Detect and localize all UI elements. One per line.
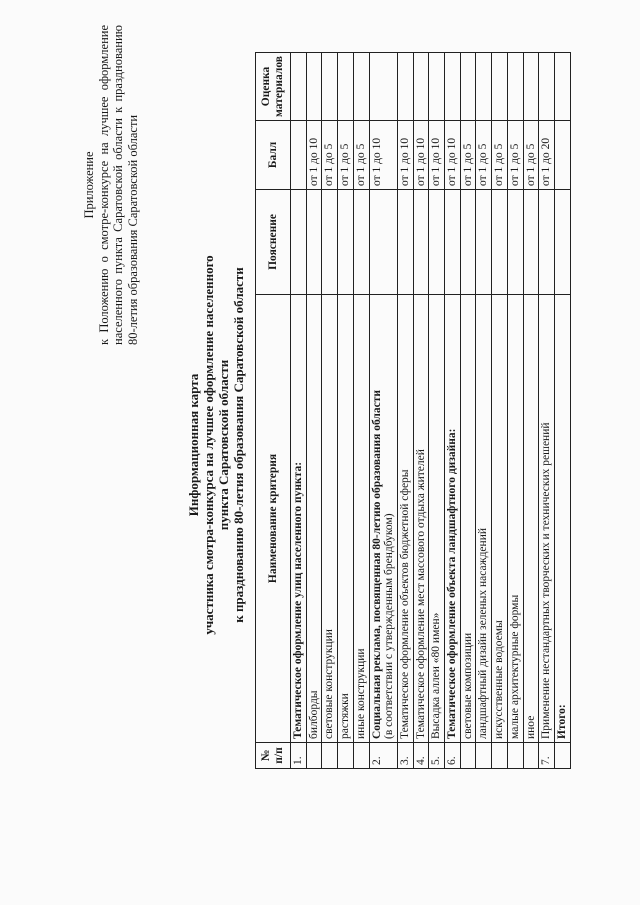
row-name-text: Тематическое оформление мест массового отдыха жителей — [414, 449, 427, 739]
row-name — [445, 294, 461, 742]
row-name-text: иные конструкции — [354, 648, 367, 739]
row-score: от 1 до 5 — [507, 120, 523, 189]
header-score: Балл — [256, 120, 291, 189]
table-row — [523, 53, 539, 769]
row-name-text: световые композиции — [461, 632, 474, 739]
row-name — [429, 294, 445, 742]
row-rating — [413, 53, 429, 121]
header-num: № п/п — [256, 743, 291, 769]
row-num: 2. — [369, 743, 397, 769]
row-num — [338, 743, 354, 769]
row-rating — [554, 53, 570, 121]
document-heading — [186, 235, 246, 655]
table-row — [476, 53, 492, 769]
row-score — [554, 120, 570, 189]
row-name — [476, 294, 492, 742]
row-note — [413, 189, 429, 294]
row-score: от 1 до 5 — [322, 120, 338, 189]
row-num: 6. — [445, 743, 461, 769]
row-score: от 1 до 5 — [523, 120, 539, 189]
row-name — [523, 294, 539, 742]
row-rating — [507, 53, 523, 121]
table-row — [554, 53, 570, 769]
row-name — [554, 294, 570, 742]
row-num: 1. — [291, 743, 307, 769]
row-note — [306, 189, 322, 294]
row-num — [460, 743, 476, 769]
row-name-text: Социальная реклама, посвященная 80-летию образования области — [370, 389, 383, 739]
row-num — [476, 743, 492, 769]
row-num — [492, 743, 508, 769]
row-name-text: Итого: — [555, 704, 568, 739]
table-header-row — [256, 53, 291, 769]
row-name-text: искусственные водоемы — [493, 620, 506, 739]
row-name — [322, 294, 338, 742]
appendix-line-1: к Положению о смотре-конкурсе на лучшее оформление — [96, 25, 111, 345]
row-note — [369, 189, 397, 294]
row-name-text: растяжки — [339, 693, 352, 739]
row-name — [460, 294, 476, 742]
header-note: Пояснение — [256, 189, 291, 294]
row-note — [554, 189, 570, 294]
row-num: 5. — [429, 743, 445, 769]
row-name-text: Тематическое оформление улиц населенного пункта: — [292, 461, 304, 739]
row-name — [397, 294, 413, 742]
row-rating — [429, 53, 445, 121]
row-num: 3. — [397, 743, 413, 769]
row-rating — [338, 53, 354, 121]
row-score: от 1 до 5 — [338, 120, 354, 189]
table-row — [369, 53, 397, 769]
row-score: от 1 до 10 — [445, 120, 461, 189]
row-name-text: Высадка аллеи «80 имен» — [430, 612, 443, 739]
appendix-title: Приложение — [82, 151, 96, 219]
row-num — [554, 743, 570, 769]
row-rating — [369, 53, 397, 121]
row-score: от 1 до 5 — [476, 120, 492, 189]
row-rating — [539, 53, 555, 121]
table-row — [291, 53, 307, 769]
row-name — [369, 294, 397, 742]
row-score: от 1 до 20 — [539, 120, 555, 189]
row-num: 4. — [413, 743, 429, 769]
row-name-text: малые архитектурные формы — [508, 594, 521, 739]
row-note — [322, 189, 338, 294]
table-row — [322, 53, 338, 769]
table-row — [353, 53, 369, 769]
row-name-note: (в соответствии с утвержденным брендбуком) — [383, 513, 396, 739]
row-num: 7. — [539, 743, 555, 769]
row-num — [306, 743, 322, 769]
row-name-text: Тематическое оформление объекта ландшафтного дизайна: — [446, 428, 459, 739]
table-row — [429, 53, 445, 769]
table-row — [492, 53, 508, 769]
row-note — [507, 189, 523, 294]
heading-line-2: участника смотра-конкурса на лучшее оформление населенного пункта Саратовской области — [201, 255, 231, 635]
appendix-line-3: 80-летия образования Саратовской области — [125, 114, 140, 345]
table-row — [338, 53, 354, 769]
row-rating — [445, 53, 461, 121]
row-note — [445, 189, 461, 294]
row-name — [507, 294, 523, 742]
row-name — [353, 294, 369, 742]
table-row — [306, 53, 322, 769]
row-note — [523, 189, 539, 294]
row-note — [338, 189, 354, 294]
row-rating — [322, 53, 338, 121]
row-note — [476, 189, 492, 294]
header-name: Наименование критерия — [256, 294, 291, 742]
row-name — [338, 294, 354, 742]
row-score: от 1 до 10 — [397, 120, 413, 189]
table-row — [460, 53, 476, 769]
row-score: от 1 до 10 — [429, 120, 445, 189]
row-name-text: билборды — [307, 690, 320, 739]
row-rating — [397, 53, 413, 121]
row-note — [353, 189, 369, 294]
row-score: от 1 до 10 — [413, 120, 429, 189]
row-num — [523, 743, 539, 769]
appendix-line-2: населенного пункта Саратовской области к празднованию — [111, 25, 125, 345]
table-row — [507, 53, 523, 769]
row-name — [413, 294, 429, 742]
table-row — [445, 53, 461, 769]
row-name — [291, 294, 307, 742]
row-name — [492, 294, 508, 742]
row-note — [460, 189, 476, 294]
row-score: от 1 до 10 — [369, 120, 397, 189]
row-name-text: Применение нестандартных творческих и технических решений — [540, 422, 553, 739]
row-note — [397, 189, 413, 294]
appendix-block — [82, 25, 140, 345]
row-num — [322, 743, 338, 769]
row-name-text: ландшафтный дизайн зеленых насаждений — [477, 528, 490, 739]
row-note — [539, 189, 555, 294]
row-name — [539, 294, 555, 742]
row-score: от 1 до 5 — [353, 120, 369, 189]
row-note — [291, 189, 307, 294]
row-name-text: световые конструкции — [323, 629, 336, 739]
row-name — [306, 294, 322, 742]
row-score: от 1 до 10 — [306, 120, 322, 189]
row-note — [429, 189, 445, 294]
row-name-text: иное — [524, 715, 537, 739]
header-rating: Оценка материалов — [256, 53, 291, 121]
row-score: от 1 до 5 — [492, 120, 508, 189]
row-num — [507, 743, 523, 769]
heading-line-3: к празднованию 80-летия образования Саратовской области — [231, 267, 246, 623]
row-rating — [492, 53, 508, 121]
row-rating — [306, 53, 322, 121]
table-row — [413, 53, 429, 769]
row-rating — [353, 53, 369, 121]
row-rating — [476, 53, 492, 121]
row-score — [291, 120, 307, 189]
row-name-text: Тематическое оформление объектов бюджетной сферы — [398, 469, 411, 739]
heading-line-1: Информационная карта — [186, 373, 201, 517]
row-score: от 1 до 5 — [460, 120, 476, 189]
criteria-table — [255, 52, 571, 769]
row-num — [353, 743, 369, 769]
row-rating — [460, 53, 476, 121]
table-row — [397, 53, 413, 769]
row-rating — [523, 53, 539, 121]
row-rating — [291, 53, 307, 121]
table-row — [539, 53, 555, 769]
row-note — [492, 189, 508, 294]
